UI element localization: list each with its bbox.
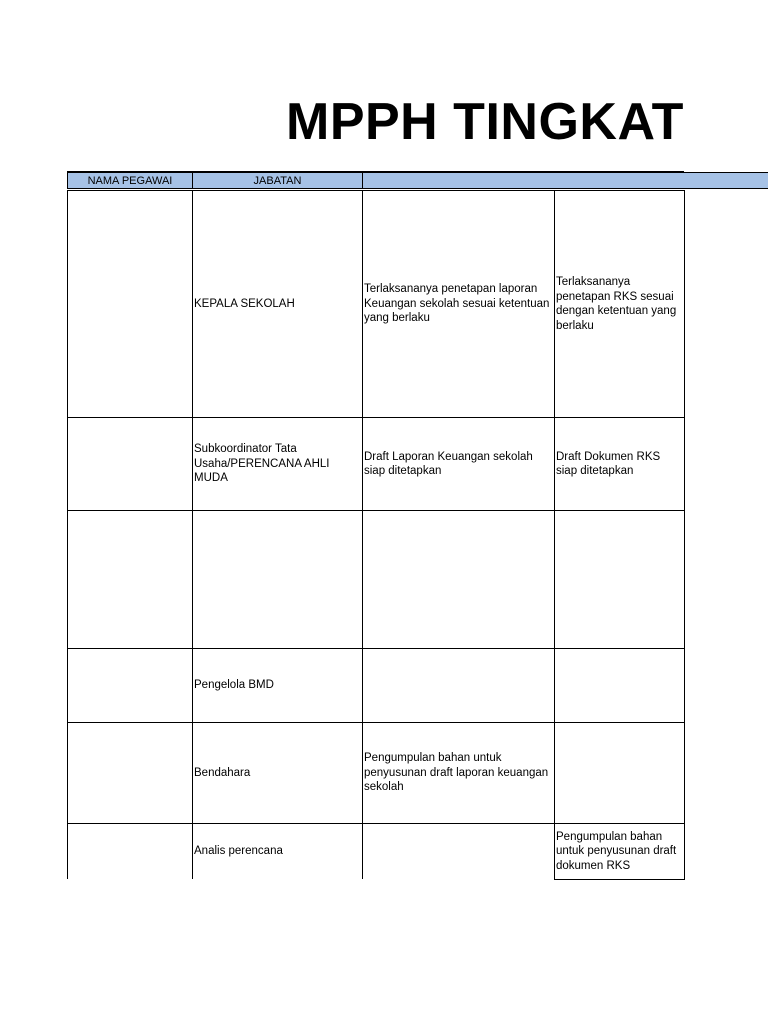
table-cell-jabatan: Analis perencana — [194, 845, 283, 858]
header-blank — [362, 172, 768, 189]
grid-line — [554, 879, 685, 880]
table-cell-col4: Pengumpulan bahan untuk penyusunan draft dokumen RKS — [556, 830, 677, 872]
table-cell-col3 — [363, 649, 554, 722]
table-cell-col4 — [555, 649, 684, 722]
grid-line — [684, 190, 685, 879]
header-nama-pegawai: NAMA PEGAWAI — [67, 172, 193, 189]
table-cell-jabatan — [193, 511, 362, 648]
table-cell-col4 — [555, 511, 684, 648]
table-cell-col3: Terlaksananya penetapan laporan Keuangan sekolah sesuai ketentuan yang berlaku — [364, 283, 550, 325]
table-cell-nama — [68, 511, 192, 648]
table-cell-col4: Draft Dokumen RKS siap ditetapkan — [556, 450, 661, 477]
table-cell-nama — [68, 418, 192, 510]
table-cell-col4 — [555, 723, 684, 823]
table-cell-jabatan: KEPALA SEKOLAH — [194, 297, 295, 310]
table-cell-jabatan: Subkoordinator Tata Usaha/PERENCANA AHLI MUDA — [194, 443, 330, 485]
table-cell-col3: Pengumpulan bahan untuk penyusunan draft laporan keuangan sekolah — [364, 752, 549, 794]
table-cell-nama — [68, 824, 192, 879]
table-cell-col4: Terlaksananya penetapan RKS sesuai dengan ketentuan yang berlaku — [556, 276, 677, 332]
table-cell-col3 — [363, 511, 554, 648]
table-cell-col3: Draft Laporan Keuangan sekolah siap ditetapkan — [364, 450, 533, 477]
table-cell-col3 — [363, 824, 554, 879]
page-title: MPPH TINGKAT — [286, 93, 684, 151]
table-cell-nama — [68, 723, 192, 823]
header-jabatan: JABATAN — [192, 172, 363, 189]
table-cell-nama — [68, 191, 192, 417]
table-cell-nama — [68, 649, 192, 722]
table-cell-jabatan: Bendahara — [194, 766, 251, 779]
table-cell-jabatan: Pengelola BMD — [194, 679, 274, 692]
